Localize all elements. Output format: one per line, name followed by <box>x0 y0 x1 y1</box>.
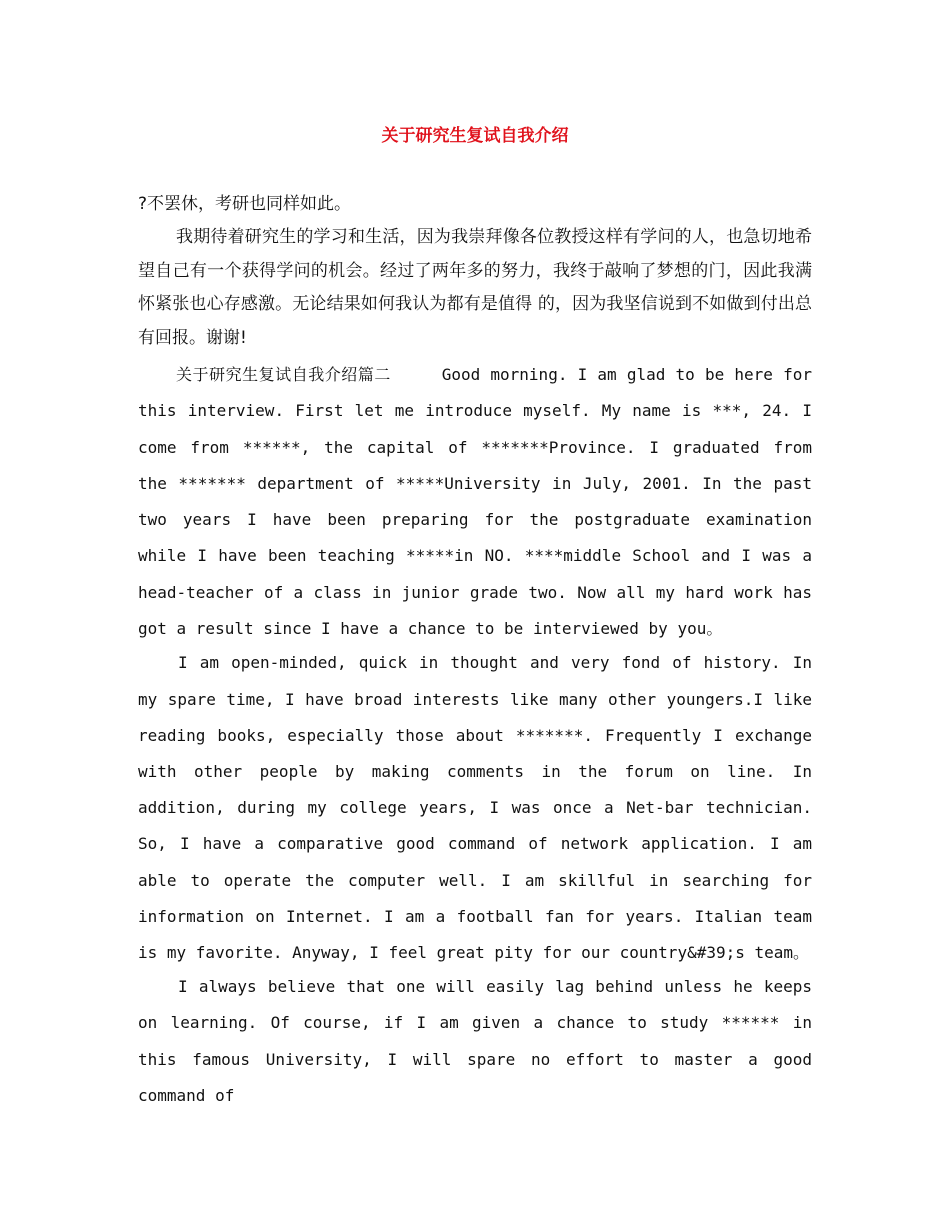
paragraph-3-text: Good morning. I am glad to be here for this interview. First let me introduce myself. My name is ***, 24. I come from ******, the capital of *******Province. I graduated from the ******* department of *****University in July, 2001. In the past two years I have been preparing for the postgraduate examination while I have been teaching *****in NO. ****middle School and I was a head-teacher of a class in junior grade two. Now all my hard work has got a result since I have a chance to be interviewed by you。 <box>138 365 812 639</box>
document-title: 关于研究生复试自我介绍 <box>381 126 569 146</box>
paragraph-4: I am open-minded, quick in thought and very fond of history. In my spare time, I have broad interests like many other youngers.I like reading books, especially those about *******. Frequently I exchange with other people by making comments in the forum on line. In addition, during my college years, I was once a Net-bar technician. So, I have a comparative good command of network application. I am able to operate the computer well. I am skillful in searching for information on Internet. I am a football fan for years. Italian team is my favorite. Anyway, I feel great pity for our country&#39;s team。 <box>138 653 812 962</box>
section-label: 关于研究生复试自我介绍篇二 <box>176 365 391 384</box>
document-body <box>138 188 812 1114</box>
paragraph-2: 我期待着研究生的学习和生活，因为我崇拜像各位教授这样有学问的人，也急切地希望自己有一个获得学问的机会。经过了两年多的努力，我终于敲响了梦想的门，因此我满怀紧张也心存感激。无论结果如何我认为都有是值得 的，因为我坚信说到不如做到付出总有回报。谢谢! <box>138 227 812 348</box>
paragraph-3 <box>138 357 812 647</box>
paragraph-1: ?不罢休，考研也同样如此。 <box>138 194 352 214</box>
paragraph-5: I always believe that one will easily lag behind unless he keeps on learning. Of course, if I am given a chance to study ****** in this famous University, I will spare no effort to master a good command of <box>138 977 812 1105</box>
